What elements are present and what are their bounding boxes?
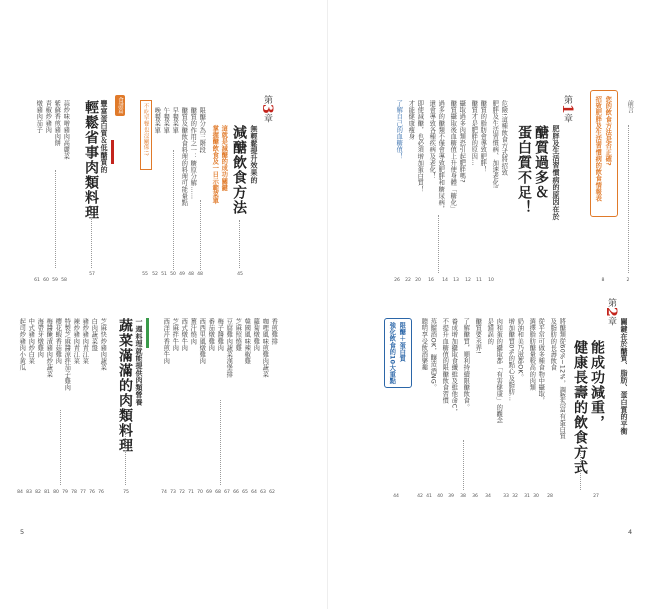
leader-dots — [91, 210, 92, 268]
page-number: 20 — [415, 278, 421, 283]
page-number: 69 — [206, 490, 212, 495]
page-number: 10 — [488, 278, 494, 283]
toc-entry[interactable]: 早餐菜單 — [171, 107, 179, 134]
leader-dots — [200, 200, 201, 270]
toc-entry[interactable]: 番茄燉雞肉 — [207, 318, 215, 351]
toc-entry[interactable]: 起司炒豬肉小黃瓜 — [18, 318, 26, 371]
toc-entry[interactable]: 韓國風味辣椒雞 — [243, 318, 251, 365]
toc-entry[interactable]: 燉豬肉茄子 — [35, 100, 43, 133]
page-number: 58 — [61, 278, 67, 283]
section-title: 輕鬆省事肉類料理 — [83, 100, 99, 220]
leader-dots — [463, 440, 464, 490]
toc-entry[interactable]: 特製芝麻醬涼拌茄子雞肉 — [63, 318, 71, 391]
page-number: 36 — [472, 494, 478, 499]
toc-entry[interactable]: 即使減醣，也必須增加蛋白質！ — [416, 100, 424, 193]
note-line: 強化飲食的10大重點 — [388, 322, 396, 385]
page-number: 11 — [476, 278, 482, 283]
page-number: 50 — [170, 272, 176, 277]
page-number: 28 — [547, 494, 553, 499]
toc-entry[interactable]: 梅子醬雞肉 — [216, 318, 224, 351]
page-number: 76 — [98, 490, 104, 495]
toc-entry[interactable]: 還會導致各種疾病及老化！ — [428, 100, 436, 180]
toc-entry[interactable]: 紫蘇香煎豬肉餅 — [53, 100, 61, 147]
toc-entry[interactable]: 海帶芽燉雞肉 — [36, 318, 44, 358]
leader-dots — [173, 150, 174, 270]
toc-entry[interactable]: 櫻花蝦香菇雞肉 — [54, 318, 62, 365]
section-subtitle: 一週料理就能提供肉類營養 — [135, 318, 143, 406]
section-title: 蔬菜滿滿的肉類料理 — [117, 318, 133, 453]
toc-entry[interactable]: 養成增加攝取食纖維及維他命C， — [450, 318, 458, 416]
page-number: 55 — [142, 272, 148, 277]
page-number: 48 — [197, 272, 203, 277]
page-number: 34 — [485, 494, 491, 499]
toc-entry[interactable]: 增加醣質0%的點心及脂肪… — [507, 318, 515, 402]
toc-entry[interactable]: 醣質才是肥胖的原因… — [470, 100, 478, 166]
page-number: 65 — [242, 490, 248, 495]
page-number: 38 — [460, 494, 466, 499]
page-number: 71 — [188, 490, 194, 495]
toc-entry[interactable]: 白肉蔬菜盤 — [90, 318, 98, 351]
toc-entry[interactable]: 限醣分為三階段 — [198, 107, 206, 154]
toc-entry[interactable]: 了解自己的血糖值！ — [395, 100, 403, 160]
toc-entry[interactable]: 將醣類從60%~12%，調整為富有蛋白質 — [558, 318, 566, 440]
chapter-2-subtitle: 關鍵在於醣質、脂肪、蛋白質的平衡 — [620, 318, 628, 435]
intro-line: 您的飲食方法是否正確? — [604, 96, 612, 166]
toc-entry[interactable]: 香煎雞排 — [270, 318, 278, 345]
toc-entry[interactable]: 醣質及醣飲食料理的料理可能量點 — [180, 107, 188, 206]
right-page — [327, 0, 655, 609]
page-number: 84 — [17, 490, 23, 495]
page-number: 61 — [34, 278, 40, 283]
leader-dots — [220, 400, 221, 485]
chapter-1-label: 第1章 — [559, 95, 575, 123]
chapter-3-label: 第3章 — [259, 95, 275, 123]
folio: 5 — [20, 528, 25, 536]
page-number: 63 — [260, 490, 266, 495]
intro-line: 招致肥胖及生活習慣病的飲食情報表 — [594, 96, 602, 202]
toc-entry[interactable]: 豆腐雞肉蔬菜漢堡排 — [225, 318, 233, 378]
chapter-2-title: 健康長壽的飲食方式 — [572, 340, 588, 475]
page-number: 45 — [237, 272, 243, 277]
page-number: 14 — [442, 278, 448, 283]
folio: 4 — [628, 528, 633, 536]
page-number: 13 — [453, 278, 459, 283]
leader-dots — [580, 450, 581, 490]
toc-entry[interactable]: 咖哩風味煎雞肉蔬菜 — [261, 318, 269, 378]
page-number: 81 — [44, 490, 50, 495]
toc-entry[interactable]: 辣炒豬肉青江菜 — [72, 318, 80, 365]
toc-entry[interactable]: 選擇脂肪醣量較高的肉類 — [528, 318, 536, 391]
toc-entry[interactable]: 攝取過多肉類恐引起肥胖嗎? — [458, 100, 466, 183]
page-number: 76 — [89, 490, 95, 495]
toc-entry[interactable]: 從平常可做多種食物中攝取， — [537, 318, 545, 404]
toc-entry[interactable]: 肥胖及生活習慣病、加速老化! — [491, 100, 499, 189]
accent-bar — [146, 318, 149, 348]
page-number: 49 — [179, 272, 185, 277]
toc-entry[interactable]: 西式燉牛肉 — [180, 318, 188, 351]
page-number: 67 — [224, 490, 230, 495]
chapter-1-subtitle: 肥胖及生活習慣病的原因在於 — [552, 125, 560, 220]
left-page — [0, 0, 327, 609]
page-number: 72 — [179, 490, 185, 495]
toc-entry[interactable]: 肉和蛋的攝取都「有害健康」的觀念 — [495, 318, 503, 424]
page-number: 33 — [503, 494, 509, 499]
page-number: 80 — [53, 490, 59, 495]
leader-dots — [60, 410, 61, 485]
leader-dots — [239, 220, 240, 268]
chapter-1-title: 蛋白質不足！ — [516, 125, 532, 215]
leader-dots — [628, 125, 629, 273]
toc-entry[interactable]: 晚餐菜單 — [153, 107, 161, 134]
page-number: 31 — [524, 494, 530, 499]
page-number: 32 — [512, 494, 518, 499]
page-number: 73 — [170, 490, 176, 495]
toc-entry[interactable]: 聰明享受飲酒樂趣 — [420, 318, 428, 371]
page-number: 40 — [437, 494, 443, 499]
page-number: 22 — [405, 278, 411, 283]
page-number: 42 — [417, 494, 423, 499]
toc-entry[interactable]: 醣質的作用之一：糖原分解…… — [189, 107, 197, 200]
toc-entry[interactable]: 醣質的脂肪會導致肥胖！ — [479, 100, 487, 173]
toc-entry[interactable]: 及脂肪的長壽飲食 — [549, 318, 557, 371]
toc-entry[interactable]: 不提升血糖值的限醣飲食習慣 — [441, 318, 449, 404]
page-number: 68 — [215, 490, 221, 495]
toc-entry[interactable]: 薑汁燒肉 — [189, 318, 197, 345]
toc-entry[interactable]: 午餐菜單 — [162, 107, 170, 134]
page-number: 77 — [80, 490, 86, 495]
page-number: 30 — [533, 494, 539, 499]
page-number: 8 — [601, 278, 605, 283]
page-number: 27 — [593, 494, 599, 499]
toc-entry[interactable]: 是錯誤的 — [486, 318, 494, 345]
page-number: 48 — [188, 272, 194, 277]
page-number: 51 — [161, 272, 167, 277]
page-number: 79 — [62, 490, 68, 495]
toc-entry[interactable]: 蘿蔔燉雞肉 — [252, 318, 260, 351]
page-number: 16 — [428, 278, 434, 283]
toc-entry[interactable]: 過多的醣類不僅會導致肥胖和糖尿病， — [437, 100, 445, 213]
page-number: 52 — [152, 272, 158, 277]
accent-bar — [111, 140, 114, 164]
page-number: 66 — [233, 490, 239, 495]
toc-entry[interactable]: 梅醬醃漬豬肉炒蔬菜 — [45, 318, 53, 378]
page-number: 75 — [123, 490, 129, 495]
page-number: 83 — [26, 490, 32, 495]
note-text: 不吃早餐也沒關係!? — [142, 103, 149, 157]
toc-entry[interactable]: 蒸餾酒OK，釀造酒NG。 — [429, 318, 437, 391]
page-number: 57 — [89, 272, 95, 277]
page-number: 12 — [465, 278, 471, 283]
toc-entry[interactable]: 危險!這種飲食方式將招致 — [500, 100, 508, 176]
page-number: 41 — [426, 494, 432, 499]
page-number: 44 — [393, 494, 399, 499]
toc-entry[interactable]: 蒜炒味噌豬肉高麗菜 — [62, 100, 70, 160]
chapter-2-title: 能成功減重， — [589, 340, 605, 430]
toc-entry[interactable]: 醣質要丞弄! — [474, 318, 482, 354]
toc-entry[interactable]: 青椒炒豬肉 — [44, 100, 52, 133]
page-number: 78 — [71, 490, 77, 495]
page-number: 62 — [269, 490, 275, 495]
toc-entry[interactable]: 芝麻拌牛肉 — [171, 318, 179, 351]
note-line: 限醣＋蛋白質 — [398, 322, 406, 362]
chapter-1-title: 醣質過多＆ — [533, 125, 549, 200]
recipe-tag: 食譜篇 — [117, 97, 123, 114]
toc-entry[interactable]: 西洋芹香煎牛肉 — [162, 318, 170, 365]
toc-entry[interactable]: 西西里風燉雞肉 — [198, 318, 206, 365]
toc-entry[interactable]: 中式豬肉炒白菜 — [27, 318, 35, 365]
chapter-3-subtitle: 無輕鬆提升效果的 — [250, 125, 258, 184]
toc-entry[interactable]: 醣質攝取後血糖值上升使身體「糖化」 — [449, 100, 457, 213]
tip-line: 掌握醣飲食及一日示範菜單 — [211, 125, 219, 205]
leader-dots — [55, 170, 56, 268]
section-subtitle: 豐富蛋白質＆低醣質的 — [100, 100, 108, 173]
leader-dots — [438, 215, 439, 273]
tip-line: 這就是減醣的成功關鍵 — [220, 125, 228, 191]
page-number: 2 — [626, 278, 630, 283]
toc-entry[interactable]: 才能健康瘦身 — [407, 100, 415, 140]
page-number: 74 — [161, 490, 167, 495]
chapter-2-label: 第2章 — [603, 298, 619, 326]
page-number: 59 — [52, 278, 58, 283]
toc-entry[interactable]: 豬炒豬肉青江菜 — [81, 318, 89, 365]
toc-entry[interactable]: 芝麻照燒雞 — [234, 318, 242, 351]
chapter-3-title: 減醣飲食方法 — [231, 125, 247, 215]
page-number: 26 — [394, 278, 400, 283]
page-number: 70 — [197, 490, 203, 495]
leader-dots — [125, 430, 126, 485]
toc-entry[interactable]: 了解醣質，順利持續限醣飲食。 — [462, 318, 470, 411]
page-number: 60 — [43, 278, 49, 283]
toc-entry[interactable]: 奶油和美乃滋都OK。 — [516, 318, 524, 381]
page-number: 82 — [35, 490, 41, 495]
page-number: 39 — [448, 494, 454, 499]
page-number: 64 — [251, 490, 257, 495]
toc-entry-preface[interactable]: 前言 — [626, 100, 634, 114]
toc-entry[interactable]: 芝麻快炒豬肉蔬菜 — [99, 318, 107, 371]
